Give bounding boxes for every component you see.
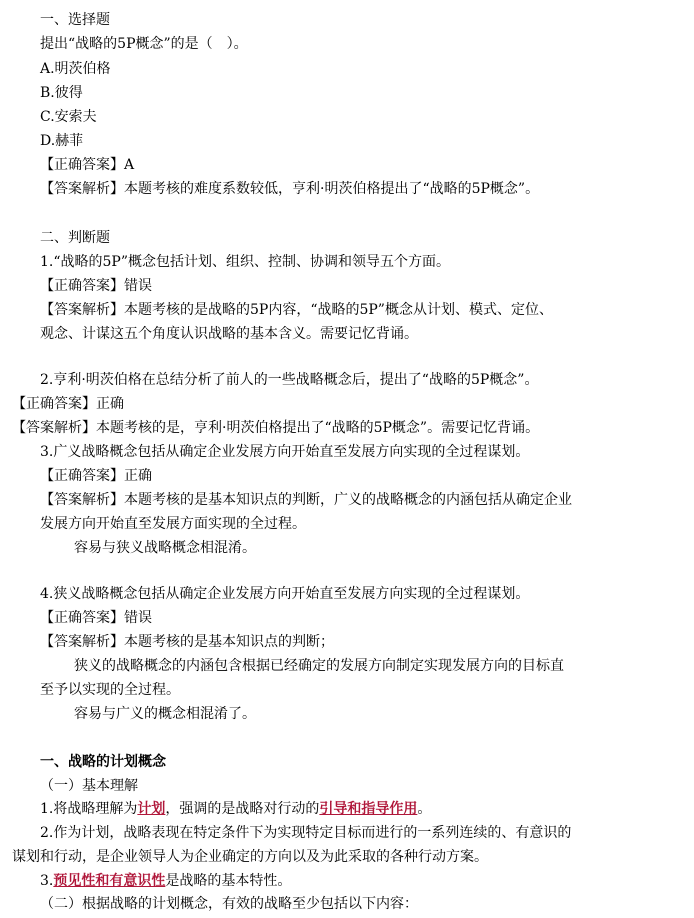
judgement-3-analysis-cont: 发展方向开始直至发展方面实现的全过程。	[40, 516, 306, 532]
paragraph-1-text-c: 。	[417, 801, 432, 817]
paragraph-1	[40, 797, 431, 821]
paragraph-2: 2.作为计划，战略表现在特定条件下为实现特定目标而进行的一系列连续的、有意识的	[40, 825, 572, 841]
judgement-3-answer: 【正确答案】正确	[40, 468, 152, 484]
judgement-2-analysis: 【答案解析】本题考核的是，亨利·明茨伯格提出了“战略的5P概念”。需要记忆背诵。	[12, 420, 540, 436]
question-stem: 提出“战略的5P概念”的是（ ）。	[40, 36, 248, 52]
judgement-1-analysis: 【答案解析】本题考核的是战略的5P内容，“战略的5P”概念从计划、模式、定位、	[40, 302, 553, 318]
judgement-3-note: 容易与狭义战略概念相混淆。	[74, 540, 256, 556]
correct-answer: 【正确答案】A	[40, 157, 135, 173]
paragraph-3-text-b: 是战略的基本特性。	[165, 873, 292, 889]
option-c: C.安索夫	[40, 109, 97, 125]
subsection-basic: （一）基本理解	[40, 778, 138, 794]
section-title: 一、战略的计划概念	[40, 754, 166, 770]
section-heading-judgement: 二、判断题	[40, 230, 110, 246]
judgement-1-answer: 【正确答案】错误	[40, 278, 152, 294]
highlight-plan: 计划	[137, 801, 166, 817]
judgement-4-analysis: 【答案解析】本题考核的是基本知识点的判断；	[40, 634, 334, 650]
judgement-4-detail-cont: 至予以实现的全过程。	[40, 682, 180, 698]
judgement-1-analysis-cont: 观念、计谋这五个角度认识战略的基本含义。需要记忆背诵。	[40, 326, 418, 342]
judgement-4-detail: 狭义的战略概念的内涵包含根据已经确定的发展方向制定实现发展方向的目标直	[74, 658, 564, 674]
judgement-4-stem: 4.狭义战略概念包括从确定企业发展方向开始直至发展方向实现的全过程谋划。	[40, 586, 530, 602]
paragraph-1-text-b: ，强调的是战略对行动的	[165, 801, 320, 817]
answer-analysis: 【答案解析】本题考核的难度系数较低，亨利·明茨伯格提出了“战略的5P概念”。	[40, 181, 540, 197]
section-heading-choice: 一、选择题	[40, 12, 110, 28]
subsection-content: （二）根据战略的计划概念，有效的战略至少包括以下内容：	[40, 896, 418, 912]
judgement-1-stem: 1.“战略的5P”概念包括计划、组织、控制、协调和领导五个方面。	[40, 254, 450, 270]
option-a: A.明茨伯格	[40, 61, 111, 77]
judgement-2-stem: 2.亨利·明茨伯格在总结分析了前人的一些战略概念后，提出了“战略的5P概念”。	[40, 372, 539, 388]
option-d: D.赫菲	[40, 133, 84, 149]
judgement-3-stem: 3.广义战略概念包括从确定企业发展方向开始直至发展方向实现的全过程谋划。	[40, 444, 530, 460]
highlight-guidance: 引导和指导作用	[319, 801, 418, 817]
judgement-3-analysis: 【答案解析】本题考核的是基本知识点的判断，广义的战略概念的内涵包括从确定企业	[40, 492, 572, 508]
paragraph-2-cont: 谋划和行动，是企业领导人为企业确定的方向以及为此采取的各种行动方案。	[12, 849, 488, 865]
judgement-4-note: 容易与广义的概念相混淆了。	[74, 706, 256, 722]
highlight-foresight: 预见性和有意识性	[53, 873, 166, 889]
paragraph-3	[40, 869, 291, 893]
paragraph-3-text-a: 3.	[40, 873, 54, 889]
paragraph-1-text-a: 1.将战略理解为	[40, 801, 138, 817]
judgement-2-answer: 【正确答案】正确	[12, 396, 124, 412]
option-b: B.彼得	[40, 85, 83, 101]
judgement-4-answer: 【正确答案】错误	[40, 610, 152, 626]
